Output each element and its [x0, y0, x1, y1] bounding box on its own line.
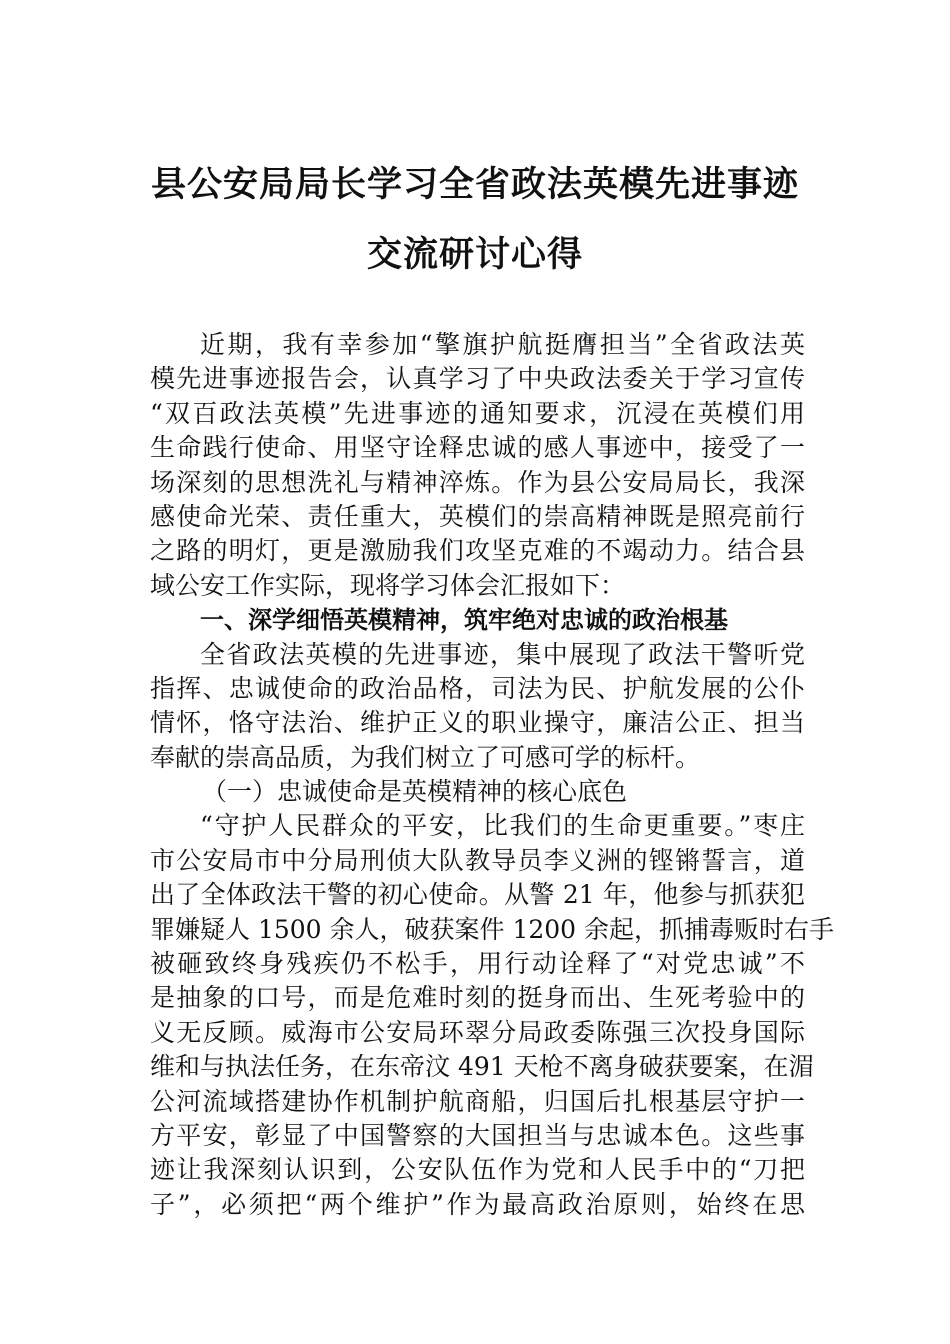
text-line: 域公安工作实际，现将学习体会汇报如下： — [150, 570, 626, 600]
subsection-heading — [150, 775, 805, 809]
text-line: 近期，我有幸参加“擎旗护航挺膺担当”全省政法英 — [200, 330, 805, 359]
text-line: 公河流域搭建协作机制护航商船，归国后扎根基层守护一 — [150, 1086, 805, 1116]
paragraph — [150, 328, 805, 603]
text-line: 子”，必须把“两个维护”作为最高政治原则，始终在思 — [150, 1189, 805, 1219]
document-body — [150, 328, 835, 1222]
text-line: 义无反顾。威海市公安局环翠分局政委陈强三次投身国际 — [150, 1017, 805, 1047]
text-line: “双百政法英模”先进事迹的通知要求，沉浸在英模们用 — [150, 398, 805, 428]
document-title-line-1: 县公安局局长学习全省政法英模先进事迹 — [150, 164, 799, 205]
text-line: 一、深学细悟英模精神，筑牢绝对忠诚的政治根基 — [200, 606, 728, 635]
document-title-line-2: 交流研讨心得 — [366, 234, 583, 275]
text-line: 全省政法英模的先进事迹，集中展现了政法干警听党 — [200, 639, 805, 669]
paragraph — [150, 638, 805, 776]
text-line: 指挥、忠诚使命的政治品格，司法为民、护航发展的公仆 — [150, 673, 805, 703]
text-line: “守护人民群众的平安，比我们的生命更重要。”枣庄 — [200, 811, 805, 841]
text-line: 模先进事迹报告会，认真学习了中央政法委关于学习宣传 — [150, 364, 805, 394]
text-line: 出了全体政法干警的初心使命。从警 21 年，他参与抓获犯 — [150, 880, 805, 910]
text-line: 罪嫌疑人 1500 余人，破获案件 1200 余起，抓捕毒贩时右手 — [150, 914, 835, 944]
text-line: 情怀，恪守法治、维护正义的职业操守，廉洁公正、担当 — [150, 708, 805, 738]
paragraph — [150, 809, 835, 1222]
text-line: 维和与执法任务，在东帝汶 491 天枪不离身破获要案，在湄 — [150, 1052, 814, 1082]
text-line: 被砸致终身残疾仍不松手，用行动诠释了“对党忠诚”不 — [150, 949, 805, 979]
text-line: 生命践行使命、用坚守诠释忠诚的感人事迹中，接受了一 — [150, 433, 805, 463]
text-line: 迹让我深刻认识到，公安队伍作为党和人民手中的“刀把 — [150, 1155, 805, 1185]
text-line: 方平安，彰显了中国警察的大国担当与忠诚本色。这些事 — [150, 1120, 805, 1150]
text-line: 市公安局市中分局刑侦大队教导员李义洲的铿锵誓言，道 — [150, 845, 805, 875]
text-line: （一）忠诚使命是英模精神的核心底色 — [202, 777, 628, 807]
text-line: 是抽象的口号，而是危难时刻的挺身而出、生死考验中的 — [150, 983, 805, 1013]
text-line: 之路的明灯，更是激励我们攻坚克难的不竭动力。结合县 — [150, 536, 805, 566]
section-heading — [150, 603, 805, 637]
text-line: 感使命光荣、责任重大，英模们的崇高精神既是照亮前行 — [150, 501, 805, 531]
text-line: 奉献的崇高品质，为我们树立了可感可学的标杆。 — [150, 742, 701, 772]
text-line: 场深刻的思想洗礼与精神淬炼。作为县公安局局长，我深 — [150, 467, 805, 497]
